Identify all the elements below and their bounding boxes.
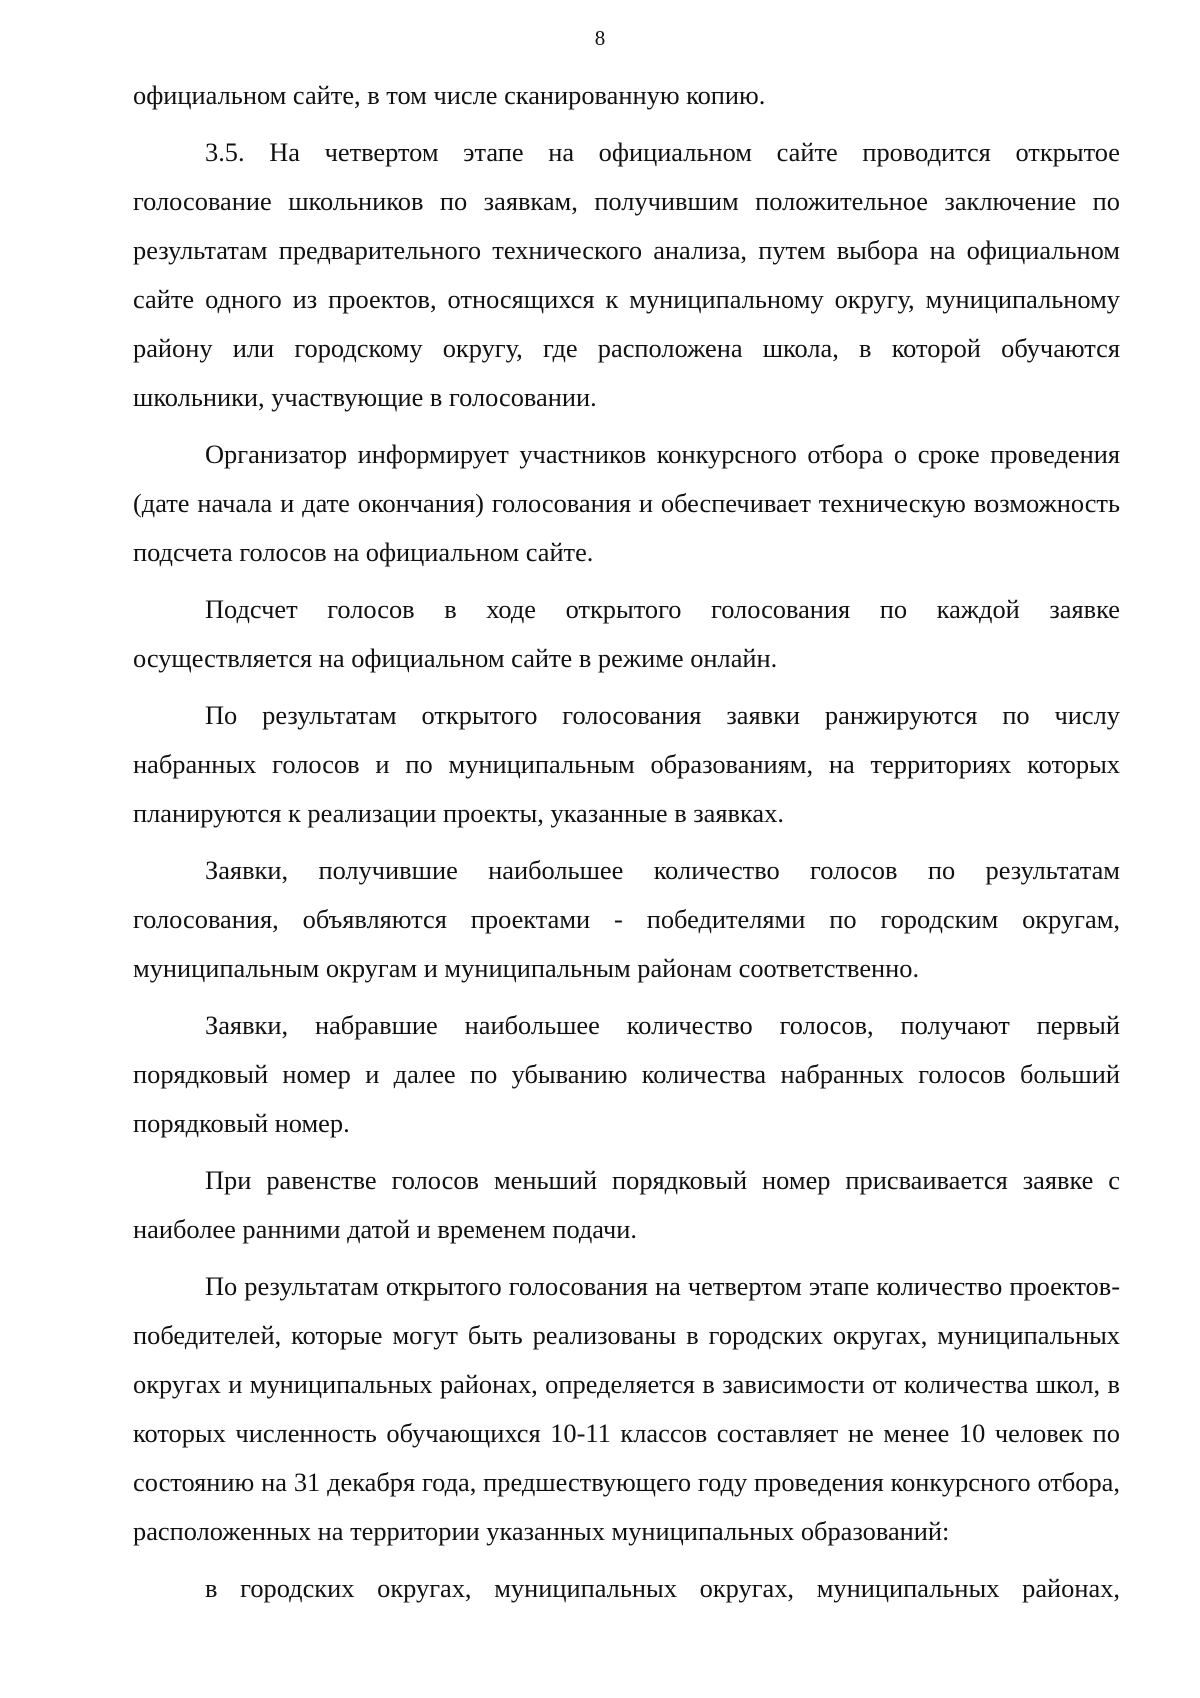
paragraph-list-start: в городских округах, муниципальных округах, муниципальных районах, <box>205 1573 1120 1603</box>
paragraph-serial-number: Заявки, набравшие наибольшее количество голосов, получают первый порядковый номер и далее по убыванию количества набранных голосов больший порядковый номер. <box>133 1010 1120 1138</box>
paragraph-winners: Заявки, получившие наибольшее количество голосов по результатам голосования, объявляются проектами - победителями по городским округам, муниципальным округам и муниципальным районам соответственно. <box>133 855 1120 983</box>
paragraph-tie-break: При равенстве голосов меньший порядковый номер присваивается заявке с наиболее ранними датой и временем подачи. <box>133 1165 1120 1244</box>
page-number: 8 <box>594 26 606 50</box>
paragraph-ranking: По результатам открытого голосования заявки ранжируются по числу набранных голосов и по муниципальным образованиям, на территориях которых планируются к реализации проекты, указанные в заявках. <box>133 700 1120 828</box>
paragraph-vote-count-online: Подсчет голосов в ходе открытого голосования по каждой заявке осуществляется на официальном сайте в режиме онлайн. <box>133 594 1120 673</box>
paragraph-winners-count: По результатам открытого голосования на четвертом этапе количество проектов-победителей, которые могут быть реализованы в городских округах, муниципальных округах и муниципальных районах, определяется в зависимости от количества школ, в которых численность обучающихся 10-11 классов составляет не менее 10 человек по состоянию на 31 декабря года, предшествующего году проведения конкурсного отбора, расположенных на территории указанных муниципальных образований: <box>133 1271 1120 1546</box>
paragraph-organizer-informs: Организатор информирует участников конкурсного отбора о сроке проведения (дате начала и дате окончания) голосования и обеспечивает техническую возможность подсчета голосов на официальном сайте. <box>133 439 1120 567</box>
document-body <box>133 71 1120 1621</box>
paragraph-3-5-voting: 3.5. На четвертом этапе на официальном сайте проводится открытое голосование школьников по заявкам, получившим положительное заключение по результатам предварительного технического анализа, путем выбора на официальном сайте одного из проектов, относящихся к муниципальному округу, муниципальному району или городскому округу, где расположена школа, в которой обучаются школьники, участвующие в голосовании. <box>133 137 1120 412</box>
paragraph-continuation: официальном сайте, в том числе сканированную копию. <box>133 80 766 110</box>
